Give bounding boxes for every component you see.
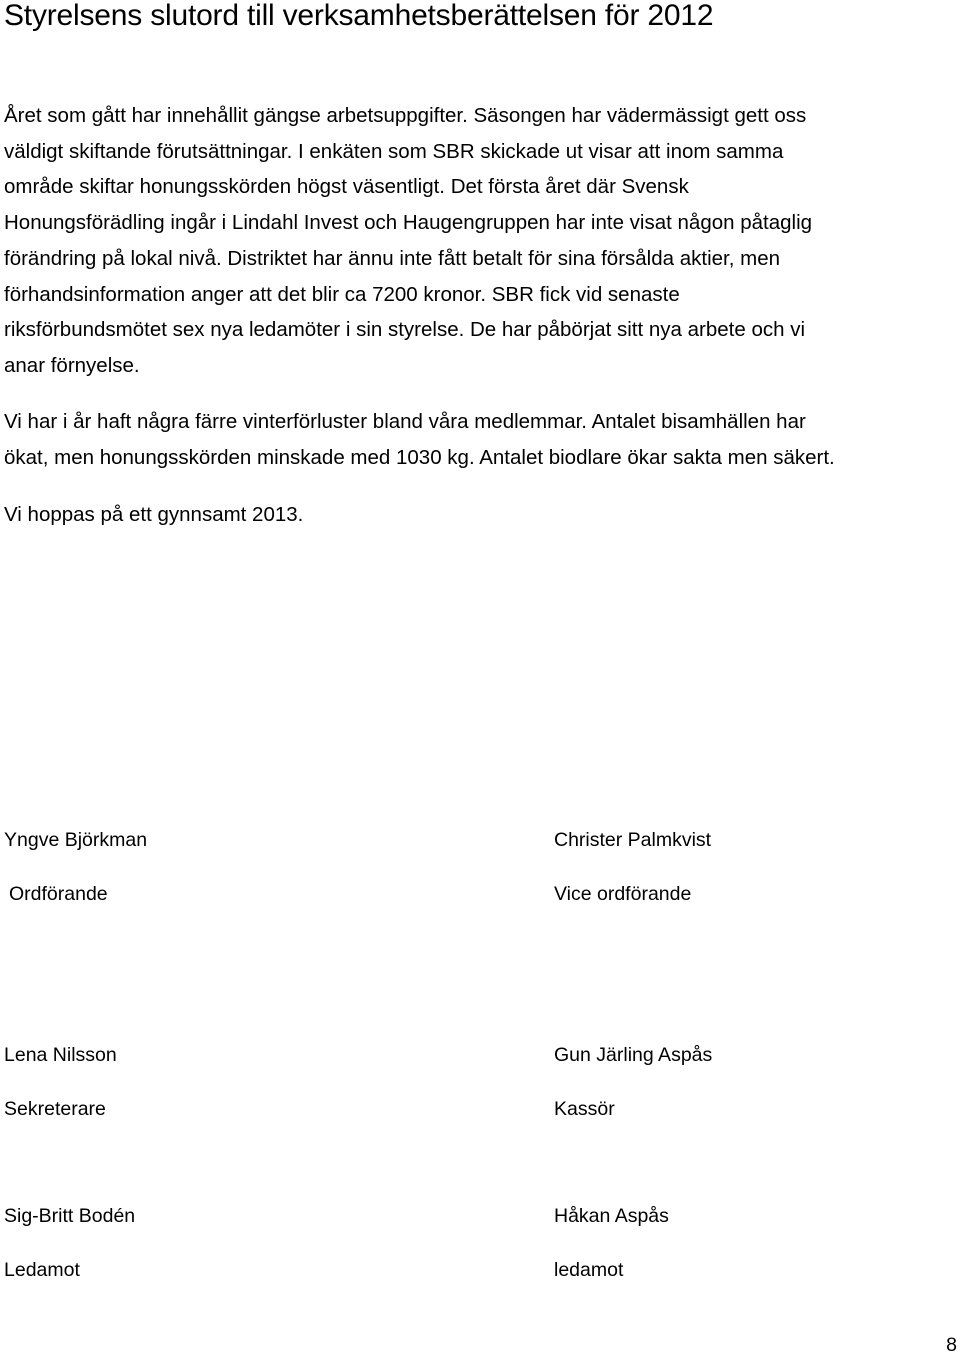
page-number: 8 — [946, 1334, 957, 1356]
signatory-name: Christer Palmkvist — [554, 829, 712, 851]
text-line: Året som gått har innehållit gängse arbetsuppgifter. Säsongen har vädermässigt gett oss — [4, 104, 807, 127]
signatory-name: Yngve Björkman — [4, 829, 148, 851]
text-line: anar förnyelse. — [4, 353, 140, 377]
text-line: förändring på lokal nivå. Distriktet har ännu inte fått betalt för sina försålda aktier, men — [4, 246, 780, 270]
text-line: Honungsförädling ingår i Lindahl Invest och Haugengruppen har inte visat någon påtaglig — [4, 211, 813, 235]
signatory-role: Ordförande — [9, 883, 108, 905]
signatory-role: Ledamot — [4, 1259, 80, 1281]
signatory-name: Gun Järling Aspås — [554, 1044, 713, 1066]
text-line: ökat, men honungsskörden minskade med 1030 kg. Antalet biodlare ökar sakta men säkert. — [4, 445, 835, 469]
text-line: riksförbundsmötet sex nya ledamöter i sin styrelse. De har påbörjat sitt nya arbete och vi — [4, 318, 806, 342]
signatory-role: Sekreterare — [4, 1098, 106, 1120]
text-line: förhandsinformation anger att det blir ca 7200 kronor. SBR fick vid senaste — [4, 282, 680, 306]
text-line: Vi har i år haft några färre vinterförluster bland våra medlemmar. Antalet bisamhällen har — [4, 410, 806, 433]
document-title: Styrelsens slutord till verksamhetsberättelsen för 2012 — [4, 0, 714, 32]
signatory-name: Sig-Britt Bodén — [4, 1205, 136, 1227]
text-line: Vi hoppas på ett gynnsamt 2013. — [4, 503, 304, 526]
paragraph-closing — [4, 497, 303, 533]
text-line: väldigt skiftande förutsättningar. I enkäten som SBR skickade ut visar att inom samma — [4, 139, 784, 163]
signatory-name: Lena Nilsson — [4, 1044, 117, 1066]
signatory-role: Vice ordförande — [554, 883, 692, 905]
signatory-role: Kassör — [554, 1098, 615, 1120]
paragraph-winter-losses — [4, 404, 835, 475]
signatory-name: Håkan Aspås — [554, 1205, 669, 1227]
signatory-role: ledamot — [554, 1259, 624, 1281]
text-line: område skiftar honungsskörden högst väsentligt. Det första året där Svensk — [4, 175, 689, 199]
paragraph-report-summary — [4, 98, 812, 384]
